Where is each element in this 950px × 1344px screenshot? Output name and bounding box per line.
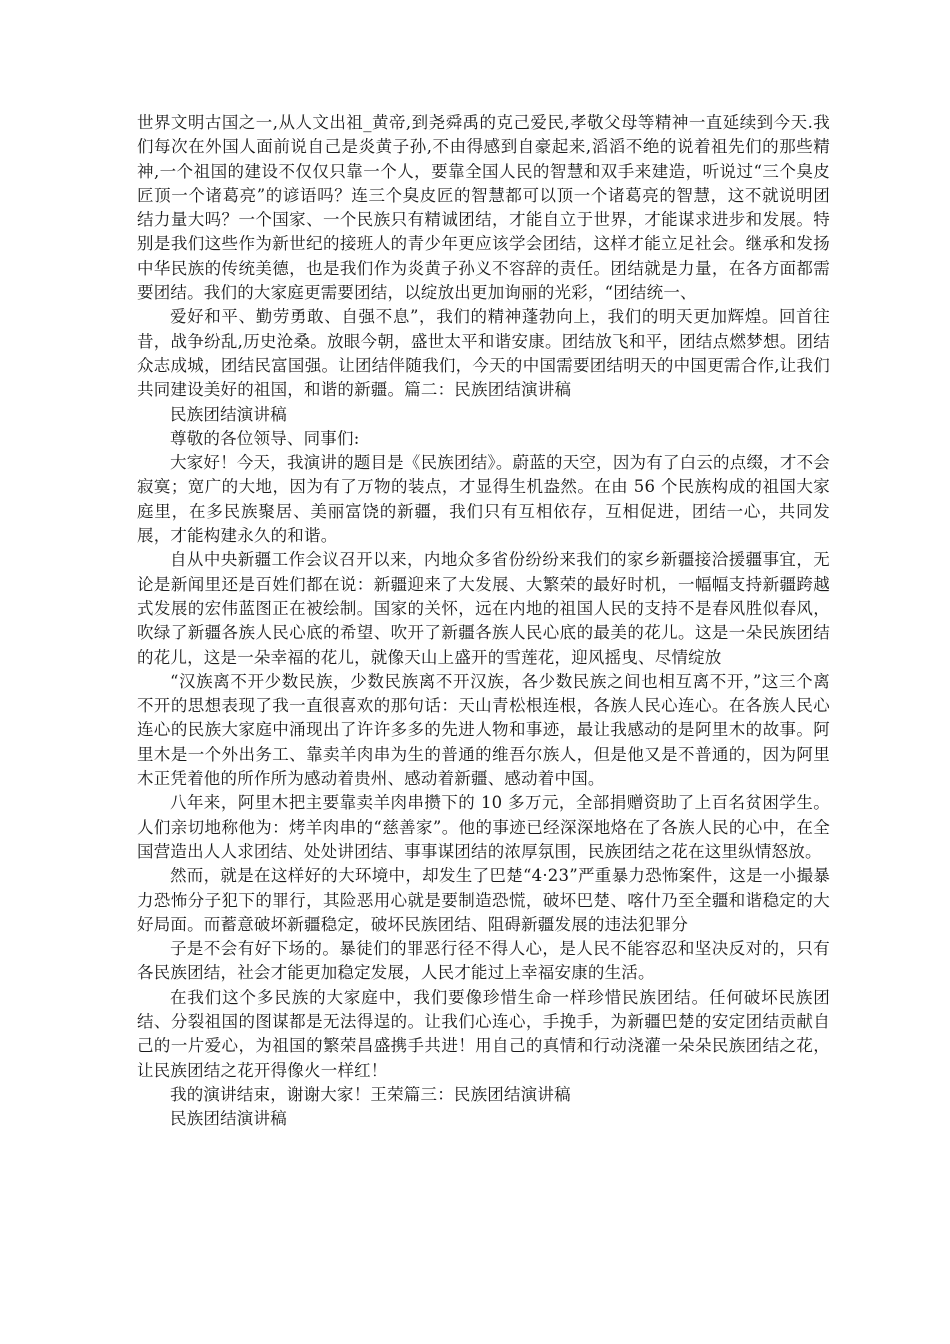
paragraph-three-inseparables: “汉族离不开少数民族，少数民族离不开汉族，各少数民族之间也相互离不开，”这三个离不开的思想表现了我一直很喜欢的那句话：天山青松根连根，各族人民心连心。在各族人民心连心的民族大家庭中涌现出了许许多多的先进人物和事迹，最让我感动的是阿里木的故事。阿里木是一个外出务工、靠卖羊肉串为生的普通的维吾尔族人，但是他又是不普通的，因为阿里木正凭着他的所作所为感动着贵州、感动着新疆、感动着中国。 xyxy=(137,671,830,789)
salutation: 尊敬的各位领导、同事们: xyxy=(170,428,360,448)
paragraph-cherish-unity: 在我们这个多民族的大家庭中，我们要像珍惜生命一样珍惜民族团结。任何破坏民族团结、分裂祖国的图谋都是无法得逞的。让我们心连心，手挽手，为新疆巴楚的安定团结贡献自己的一片爱心，为祖国的繁荣昌盛携手共进！用自己的真情和行动浇灌一朵朵民族团结之花，让民族团结之花开得像火一样红！ xyxy=(137,987,830,1080)
paragraph-closing: 我的演讲结束，谢谢大家！王荣篇三：民族团结演讲稿 xyxy=(170,1084,571,1104)
paragraph-alimu: 八年来，阿里木把主要靠卖羊肉串攒下的 10 多万元，全部捐赠资助了上百名贫困学生。人们亲切地称他为：烤羊肉串的“慈善家”。他的事迹已经深深地烙在了各族人民的心中，在全国营造出人人求团结、处处讲团结、事事谋团结的浓厚氛围，民族团结之花在这里纵情怒放。 xyxy=(137,793,830,861)
heading-speech-title-3: 民族团结演讲稿 xyxy=(170,1109,287,1129)
document-body xyxy=(137,111,830,1131)
paragraph-1: 世界文明古国之一,从人文出祖_黄帝,到尧舜禹的克己爱民,孝敬父母等精神一直延续到今天.我们每次在外国人面前说自己是炎黄子孙,不由得感到自豪起来,滔滔不绝的说着祖先们的那些精神,一个祖国的建设不仅仅只靠一个人，要靠全国人民的智慧和双手来建造，听说过“三个臭皮匠顶一个诸葛亮”的谚语吗？连三个臭皮匠的智慧都可以顶一个诸葛亮的智慧，这不就说明团结力量大吗？一个国家、一个民族只有精诚团结，才能自立于世界，才能谋求进步和发展。特别是我们这些作为新世纪的接班人的青少年更应该学会团结，这样才能立足社会。继承和发扬中华民族的传统美德，也是我们作为炎黄子孙义不容辞的责任。团结就是力量，在各方面都需要团结。我们的大家庭更需要团结，以绽放出更加询丽的光彩，“团结统一、 xyxy=(137,113,830,303)
paragraph-xinjiang-development: 自从中央新疆工作会议召开以来，内地众多省份纷纷来我们的家乡新疆接洽援疆事宜，无论是新闻里还是百姓们都在说：新疆迎来了大发展、大繁荣的最好时机，一幅幅支持新疆跨越式发展的宏伟蓝图正在被绘制。国家的关怀，远在内地的祖国人民的支持不是春风胜似春风，吹绿了新疆各族人民心底的希望、吹开了新疆各族人民心底的最美的花儿。这是一朵民族团结的花儿，这是一朵幸福的花儿，就像天山上盛开的雪莲花，迎风摇曳、尽情绽放 xyxy=(137,550,830,667)
paragraph-greeting: 大家好！今天，我演讲的题目是《民族团结》。蔚蓝的天空，因为有了白云的点缀，才不会寂寞；宽广的大地，因为有了万物的装点，才显得生机盎然。在由 56 个民族构成的祖国大家庭里，在多民族聚居、美丽富饶的新疆，我们只有互相依存，互相促进，团结一心，共同发展，才能构建永久的和谐。 xyxy=(137,453,830,546)
paragraph-criminals: 子是不会有好下场的。暴徒们的罪恶行径不得人心，是人民不能容忍和坚决反对的，只有各民族团结，社会才能更加稳定发展，人民才能过上幸福安康的生活。 xyxy=(137,939,830,983)
paragraph-bachu-incident: 然而，就是在这样好的大环境中，却发生了巴楚“4·23”严重暴力恐怖案件，这是一小撮暴力恐怖分子犯下的罪行，其险恶用心就是要制造恐慌，破坏巴楚、喀什乃至全疆和谐稳定的大好局面。而蓄意破坏新疆稳定，破坏民族团结、阻碍新疆发展的违法犯罪分 xyxy=(137,866,830,934)
paragraph-2: 爱好和平、勤劳勇敢、自强不息”，我们的精神蓬勃向上，我们的明天更加辉煌。回首往昔，战争纷乱,历史沧桑。放眼今朝，盛世太平和谐安康。团结放飞和平，团结点燃梦想。团结众志成城，团结民富国强。让团结伴随我们，今天的中国需要团结明天的中国更需合作,让我们共同建设美好的祖国，和谐的新疆。篇二：民族团结演讲稿 xyxy=(137,307,830,400)
heading-speech-title: 民族团结演讲稿 xyxy=(170,404,287,424)
